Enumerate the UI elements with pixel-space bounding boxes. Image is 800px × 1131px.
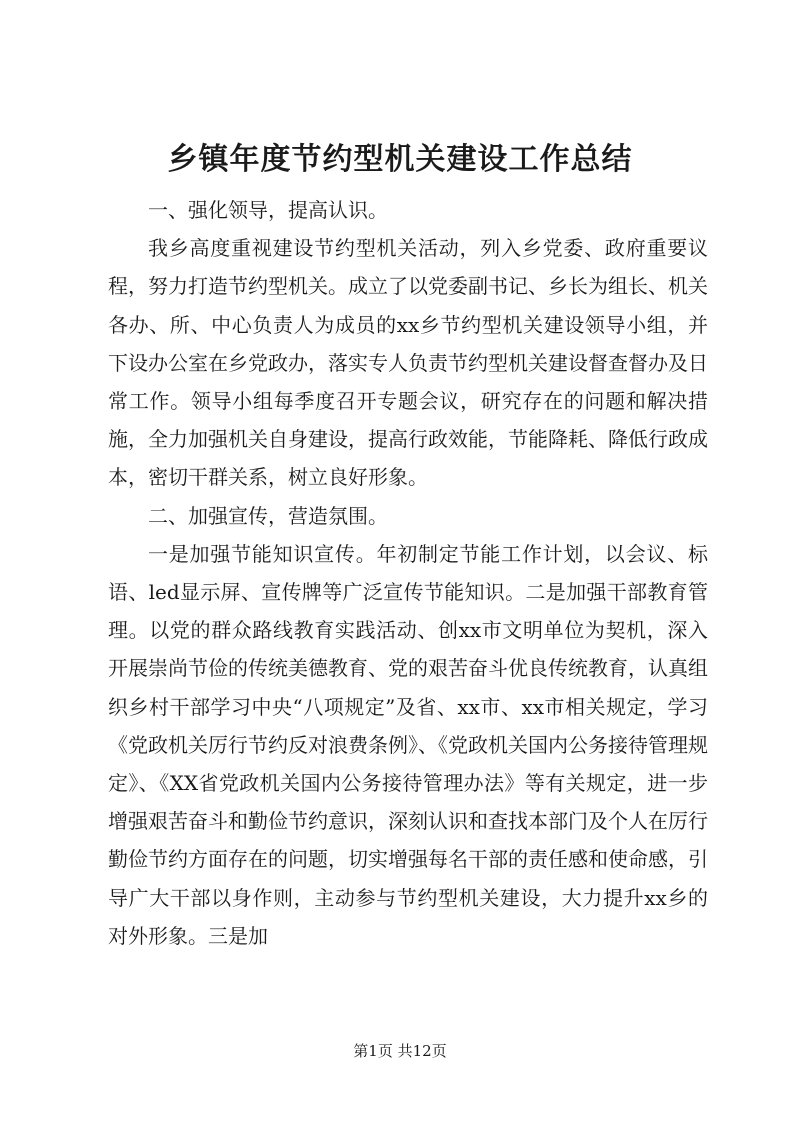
document-title: 乡镇年度节约型机关建设工作总结 <box>167 142 633 177</box>
paragraph-2: 一是加强节能知识宣传。年初制定节能工作计划，以会议、标语、led显示屏、宣传牌等广泛宣传节能知识。二是加强干部教育管理。以党的群众路线教育实践活动、创xx市文明单位为契机，深入开展崇尚节俭的传统美德教育、党的艰苦奋斗优良传统教育，认真组织乡村干部学习中央“八项规定”及省、xx市、xx市相关规定，学习《党政机关厉行节约反对浪费条例》、《党政机关国内公务接待管理规定》、《XX省党政机关国内公务接待管理办法》等有关规定，进一步增强艰苦奋斗和勤俭节约意识，深刻认识和查找本部门及个人在厉行勤俭节约方面存在的问题，切实增强每名干部的责任感和使命感，引导广大干部以身作则，主动参与节约型机关建设，大力提升xx乡的对外形象。三是加 <box>108 541 708 948</box>
paragraph-1: 我乡高度重视建设节约型机关活动，列入乡党委、政府重要议程，努力打造节约型机关。成立了以党委副书记、乡长为组长、机关各办、所、中心负责人为成员的xx乡节约型机关建设领导小组，并下设办公室在乡党政办，落实专人负责节约型机关建设督查督办及日常工作。领导小组每季度召开专题会议，研究存在的问题和解决措施，全力加强机关自身建设，提高行政效能，节能降耗、降低行政成本，密切干群关系，树立良好形象。 <box>108 236 708 490</box>
section-heading-2: 二、加强宣传，营造氛围。 <box>148 503 388 528</box>
section-heading-1: 一、强化领导，提高认识。 <box>148 198 388 222</box>
document-body <box>108 191 708 955</box>
page-footer: 第1页 共12页 <box>353 1042 447 1060</box>
